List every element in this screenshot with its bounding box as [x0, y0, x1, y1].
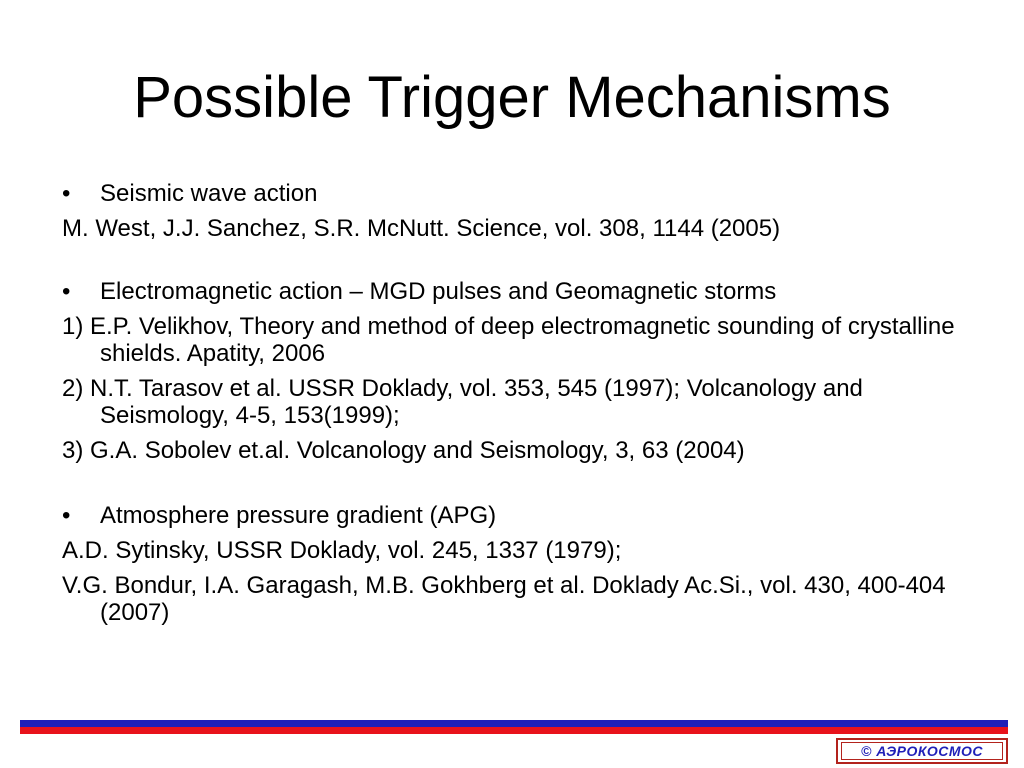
reference-item: 3) G.A. Sobolev et.al. Volcanology and Seismology, 3, 63 (2004): [62, 437, 745, 464]
slide-body: [62, 180, 982, 626]
footer-bar-red: [20, 727, 1008, 734]
reference-item: V.G. Bondur, I.A. Garagash, M.B. Gokhberg et al. Doklady Ac.Si., vol. 430, 400-404 (2007): [62, 572, 946, 626]
aerokosmos-logo: [836, 738, 1008, 764]
bullet-item-apg: [62, 502, 982, 529]
bullet-item-electromagnetic: [62, 278, 982, 305]
reference-item: A.D. Sytinsky, USSR Doklady, vol. 245, 1337 (1979);: [62, 537, 622, 564]
reference-item: 2) N.T. Tarasov et al. USSR Doklady, vol. 353, 545 (1997); Volcanology and Seismology, 4-5, 153(1999);: [62, 375, 863, 429]
reference-item: M. West, J.J. Sanchez, S.R. McNutt. Science, vol. 308, 1144 (2005): [62, 215, 781, 242]
bullet-text: Atmosphere pressure gradient (APG): [100, 502, 497, 529]
bullet-icon: •: [62, 180, 71, 207]
slide-title: Possible Trigger Mechanisms: [133, 65, 891, 130]
logo-text: © АЭРОКОСМОС: [841, 742, 1003, 760]
bullet-icon: •: [62, 278, 71, 305]
bullet-text: Electromagnetic action – MGD pulses and Geomagnetic storms: [100, 278, 777, 305]
bullet-item-seismic: [62, 180, 982, 207]
bullet-text: Seismic wave action: [100, 180, 318, 207]
footer-bar-blue: [20, 720, 1008, 727]
bullet-icon: •: [62, 502, 71, 529]
reference-item: 1) E.P. Velikhov, Theory and method of deep electromagnetic sounding of crystalline shields. Apatity, 2006: [62, 313, 955, 367]
